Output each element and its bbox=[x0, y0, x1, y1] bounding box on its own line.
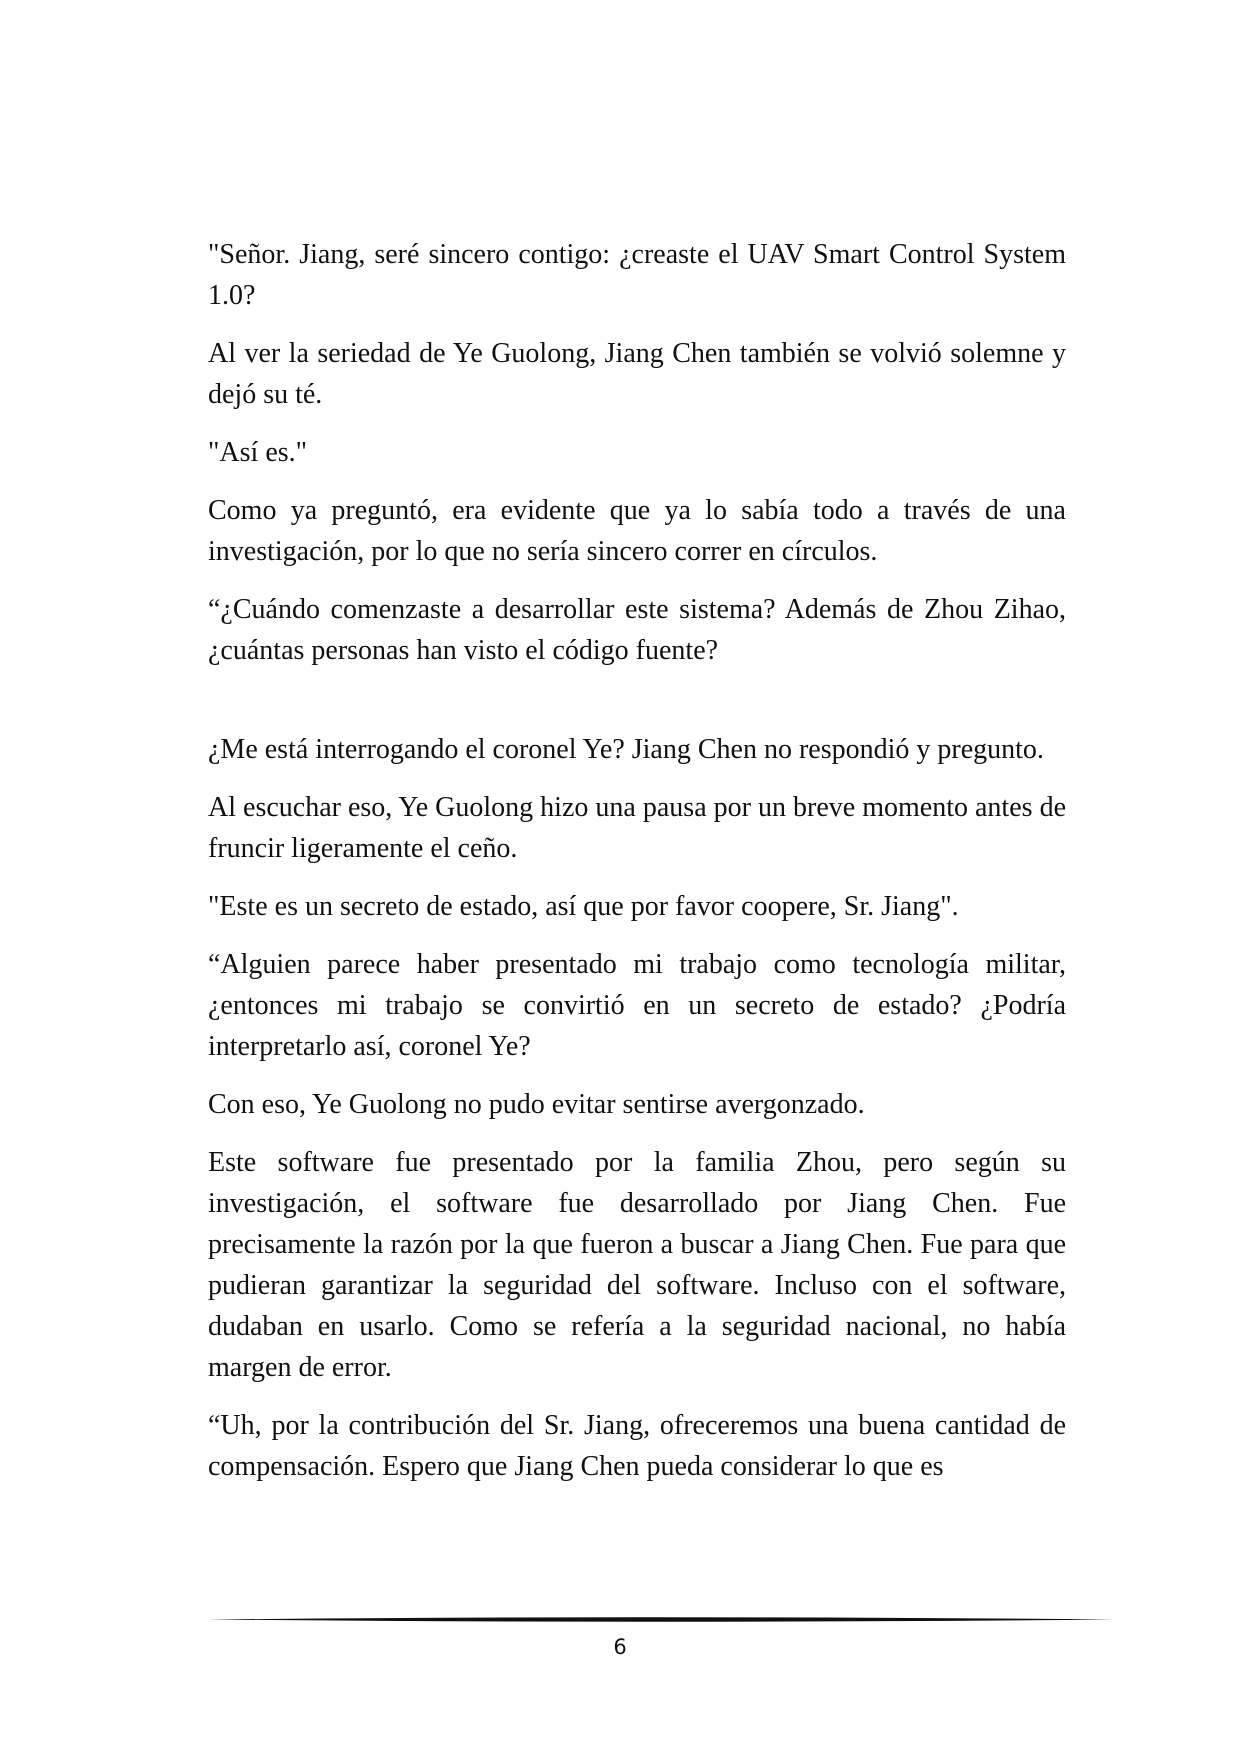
paragraph-11: Este software fue presentado por la familia Zhou, pero según su investigación, el software fue desarrollado por Jiang Chen. Fue precisamente la razón por la que fueron a buscar a Jiang Chen. Fue para que pudieran garantizar la seguridad del software. Incluso con el software, dudaban en usarlo. Como se refería a la seguridad nacional, no había margen de error. bbox=[208, 1147, 1066, 1383]
paragraph-5: “¿Cuándo comenzaste a desarrollar este sistema? Además de Zhou Zihao, ¿cuántas personas han visto el código fuente? bbox=[208, 594, 1066, 666]
paragraph-12: “Uh, por la contribución del Sr. Jiang, ofreceremos una buena cantidad de compensación. Espero que Jiang Chen pueda considerar lo que es bbox=[208, 1410, 1066, 1482]
paragraph-8: "Este es un secreto de estado, así que por favor coopere, Sr. Jiang". bbox=[208, 891, 959, 922]
paragraph-2: Al ver la seriedad de Ye Guolong, Jiang Chen también se volvió solemne y dejó su té. bbox=[208, 338, 1066, 410]
paragraph-10: Con eso, Ye Guolong no pudo evitar sentirse avergonzado. bbox=[208, 1089, 865, 1120]
footer-divider bbox=[208, 1615, 1114, 1624]
paragraph-9: “Alguien parece haber presentado mi trabajo como tecnología militar, ¿entonces mi trabajo se convirtió en un secreto de estado? ¿Podría interpretarlo así, coronel Ye? bbox=[208, 949, 1066, 1062]
paragraph-7: Al escuchar eso, Ye Guolong hizo una pausa por un breve momento antes de fruncir ligeramente el ceño. bbox=[208, 792, 1066, 864]
paragraph-3: "Así es." bbox=[208, 437, 308, 468]
paragraph-1: "Señor. Jiang, seré sincero contigo: ¿creaste el UAV Smart Control System 1.0? bbox=[208, 239, 1066, 311]
page-number: 6 bbox=[613, 1635, 627, 1659]
body-text bbox=[208, 234, 1066, 1504]
paragraph-4: Como ya preguntó, era evidente que ya lo sabía todo a través de una investigación, por lo que no sería sincero correr en círculos. bbox=[208, 495, 1066, 567]
paragraph-6: ¿Me está interrogando el coronel Ye? Jiang Chen no respondió y pregunto. bbox=[208, 734, 1044, 765]
